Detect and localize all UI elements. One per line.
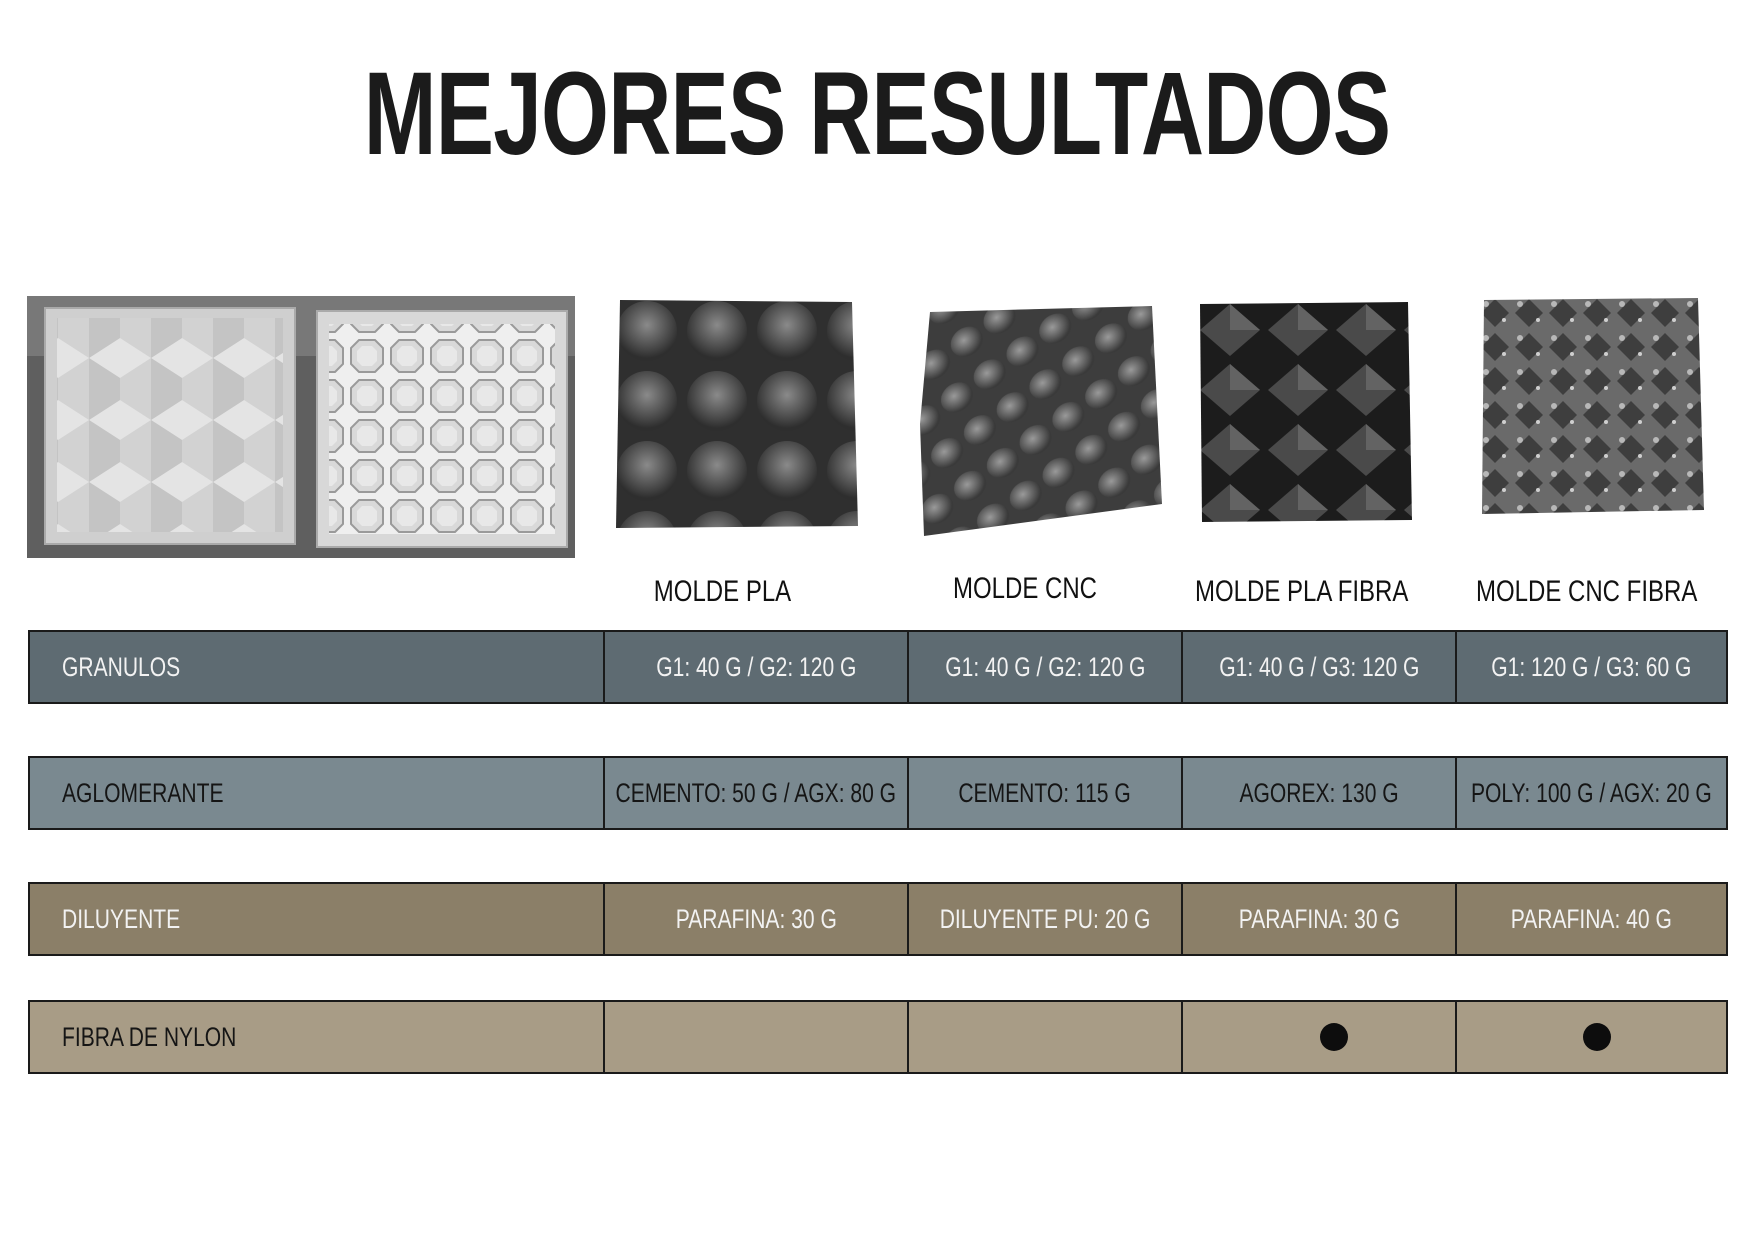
bullet-dot-icon [1320, 1023, 1348, 1051]
row-label-cell [30, 1002, 603, 1072]
cell-value: PARAFINA: 40 G [1510, 903, 1673, 934]
value-cell [907, 1002, 1181, 1072]
row-label-cell [30, 758, 603, 828]
table-row-granulos [28, 630, 1728, 704]
value-cell [1455, 758, 1726, 828]
bullet-dot-icon [1583, 1023, 1611, 1051]
value-cell [1181, 1002, 1455, 1072]
cell-value: CEMENTO: 115 G [958, 777, 1132, 808]
value-cell [603, 758, 907, 828]
column-label-molde-pla: MOLDE PLA [653, 575, 792, 608]
cell-value: AGOREX: 130 G [1239, 777, 1399, 808]
cell-value: POLY: 100 G / AGX: 20 G [1471, 777, 1712, 808]
cell-value: PARAFINA: 30 G [675, 903, 837, 934]
page-title: MEJORES RESULTADOS [363, 48, 1391, 180]
column-label-molde-cnc: MOLDE CNC [952, 572, 1097, 605]
sample-cnc-photo [916, 304, 1166, 540]
value-cell [1455, 884, 1726, 954]
cell-value: CEMENTO: 50 G / AGX: 80 G [615, 777, 897, 808]
value-cell [603, 884, 907, 954]
row-label: AGLOMERANTE [62, 777, 224, 808]
value-cell [907, 884, 1181, 954]
value-cell [1181, 632, 1455, 702]
table-row-fibra-de-nylon [28, 1000, 1728, 1074]
row-label: DILUYENTE [62, 903, 181, 934]
value-cell [603, 1002, 907, 1072]
sample-pla-fibra-photo [1196, 300, 1416, 526]
cell-value: G1: 40 G / G2: 120 G [655, 651, 857, 682]
cell-value: G1: 120 G / G3: 60 G [1491, 651, 1692, 682]
value-cell [1181, 884, 1455, 954]
molds-photo [27, 296, 575, 558]
row-label: GRANULOS [62, 651, 181, 682]
value-cell [1455, 1002, 1726, 1072]
row-label-cell [30, 884, 603, 954]
table-row-aglomerante [28, 756, 1728, 830]
row-label: FIBRA DE NYLON [62, 1021, 237, 1052]
sample-cnc-fibra-photo [1478, 296, 1708, 518]
table-row-diluyente [28, 882, 1728, 956]
cell-value: G1: 40 G / G3: 120 G [1218, 651, 1420, 682]
value-cell [1455, 632, 1726, 702]
value-cell [603, 632, 907, 702]
cell-value: G1: 40 G / G2: 120 G [944, 651, 1146, 682]
value-cell [907, 632, 1181, 702]
row-label-cell [30, 632, 603, 702]
value-cell [907, 758, 1181, 828]
cell-value: PARAFINA: 30 G [1238, 903, 1400, 934]
column-label-molde-pla-fibra: MOLDE PLA FIBRA [1195, 575, 1409, 608]
cell-value: DILUYENTE PU: 20 G [939, 903, 1151, 934]
column-label-molde-cnc-fibra: MOLDE CNC FIBRA [1476, 575, 1698, 608]
sample-pla-photo [612, 296, 862, 534]
value-cell [1181, 758, 1455, 828]
